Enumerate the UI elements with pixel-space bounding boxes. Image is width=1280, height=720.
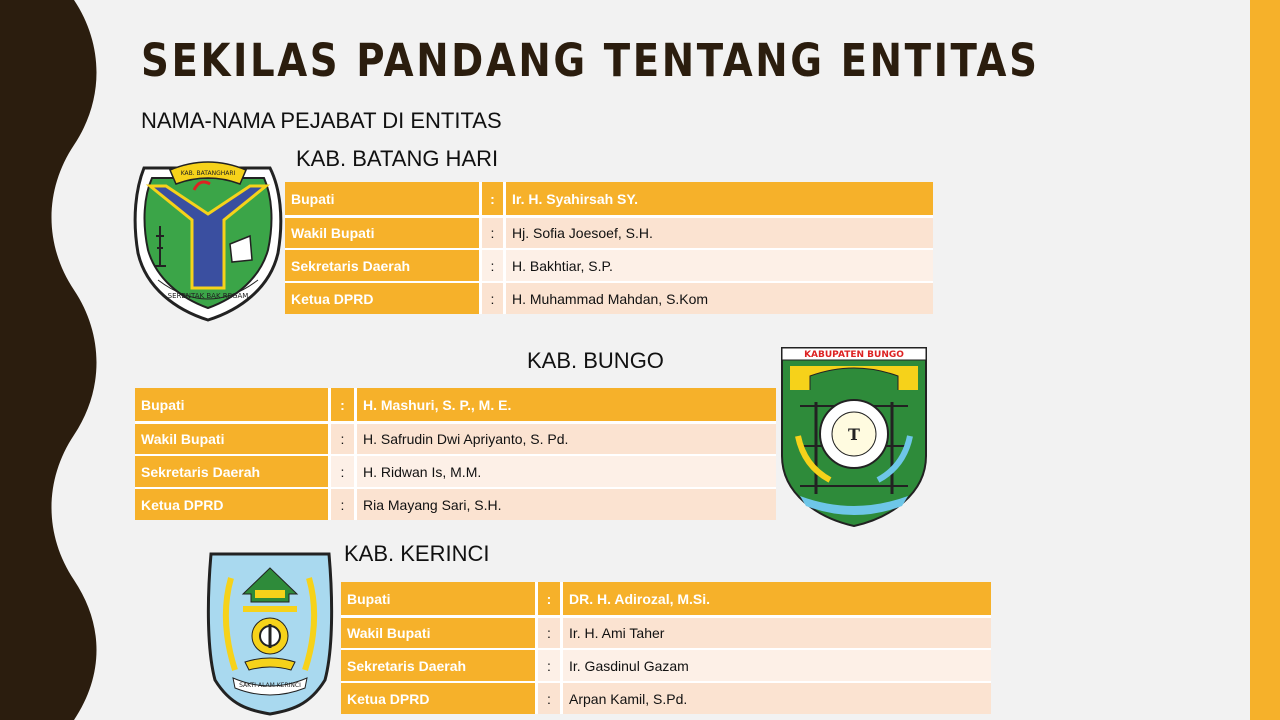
table-row [285, 182, 933, 215]
table-row [135, 454, 776, 487]
kerinci-emblem-motto: SAKTI ALAM KERINCI [239, 682, 301, 689]
row-colon: : [538, 681, 563, 714]
row-colon: : [331, 487, 357, 520]
table-row [341, 615, 991, 648]
row-colon: : [538, 615, 563, 648]
row-label: Sekretaris Daerah [341, 648, 538, 681]
table-row [285, 281, 933, 314]
row-colon: : [331, 421, 357, 454]
row-colon: : [482, 215, 506, 248]
bungo-emblem-text: KABUPATEN BUNGO [804, 350, 904, 360]
row-colon: : [482, 248, 506, 281]
officials-table-bungo [135, 388, 776, 520]
row-label: Bupati [341, 582, 538, 615]
slide-subtitle: NAMA-NAMA PEJABAT DI ENTITAS [141, 108, 502, 133]
right-accent-band [1250, 0, 1280, 720]
row-label: Ketua DPRD [341, 681, 538, 714]
row-value: DR. H. Adirozal, M.Si. [563, 582, 991, 615]
kerinci-emblem-icon [205, 550, 335, 716]
slide-title: SEKILAS PANDANG TENTANG ENTITAS [141, 34, 1040, 87]
row-value: Hj. Sofia Joesoef, S.H. [506, 215, 933, 248]
table-row [135, 487, 776, 520]
row-label: Sekretaris Daerah [285, 248, 482, 281]
row-colon: : [482, 281, 506, 314]
row-label: Wakil Bupati [135, 421, 331, 454]
row-value: H. Muhammad Mahdan, S.Kom [506, 281, 933, 314]
table-row [285, 248, 933, 281]
bungo-emblem-icon [780, 346, 928, 528]
row-label: Wakil Bupati [341, 615, 538, 648]
row-colon: : [538, 648, 563, 681]
row-value: H. Bakhtiar, S.P. [506, 248, 933, 281]
batang-hari-emblem-text: KAB. BATANGHARI [180, 170, 236, 177]
row-value: Arpan Kamil, S.Pd. [563, 681, 991, 714]
row-value: H. Safrudin Dwi Apriyanto, S. Pd. [357, 421, 776, 454]
row-label: Wakil Bupati [285, 215, 482, 248]
row-value: Ir. Gasdinul Gazam [563, 648, 991, 681]
table-row [341, 648, 991, 681]
row-colon: : [538, 582, 563, 615]
table-row [135, 421, 776, 454]
row-colon: : [482, 182, 506, 215]
batang-hari-emblem-motto: SERENTAK BAK REGAM [167, 292, 249, 300]
row-value: Ir. H. Ami Taher [563, 615, 991, 648]
table-row [285, 215, 933, 248]
table-row [135, 388, 776, 421]
row-label: Sekretaris Daerah [135, 454, 331, 487]
row-label: Ketua DPRD [135, 487, 331, 520]
section-title-kerinci: KAB. KERINCI [344, 541, 490, 566]
row-value: H. Ridwan Is, M.M. [357, 454, 776, 487]
row-label: Ketua DPRD [285, 281, 482, 314]
row-value: H. Mashuri, S. P., M. E. [357, 388, 776, 421]
row-colon: : [331, 454, 357, 487]
wavy-left-band [0, 0, 110, 720]
table-row [341, 681, 991, 714]
officials-table-kerinci [341, 582, 991, 714]
row-label: Bupati [135, 388, 331, 421]
batang-hari-emblem-icon [130, 148, 286, 322]
row-value: Ria Mayang Sari, S.H. [357, 487, 776, 520]
section-title-bungo: KAB. BUNGO [527, 348, 664, 373]
row-colon: : [331, 388, 357, 421]
table-row [341, 582, 991, 615]
row-value: Ir. H. Syahirsah SY. [506, 182, 933, 215]
svg-text:T: T [848, 425, 860, 444]
section-title-batang-hari: KAB. BATANG HARI [296, 146, 499, 171]
officials-table-batang-hari [285, 182, 933, 314]
row-label: Bupati [285, 182, 482, 215]
